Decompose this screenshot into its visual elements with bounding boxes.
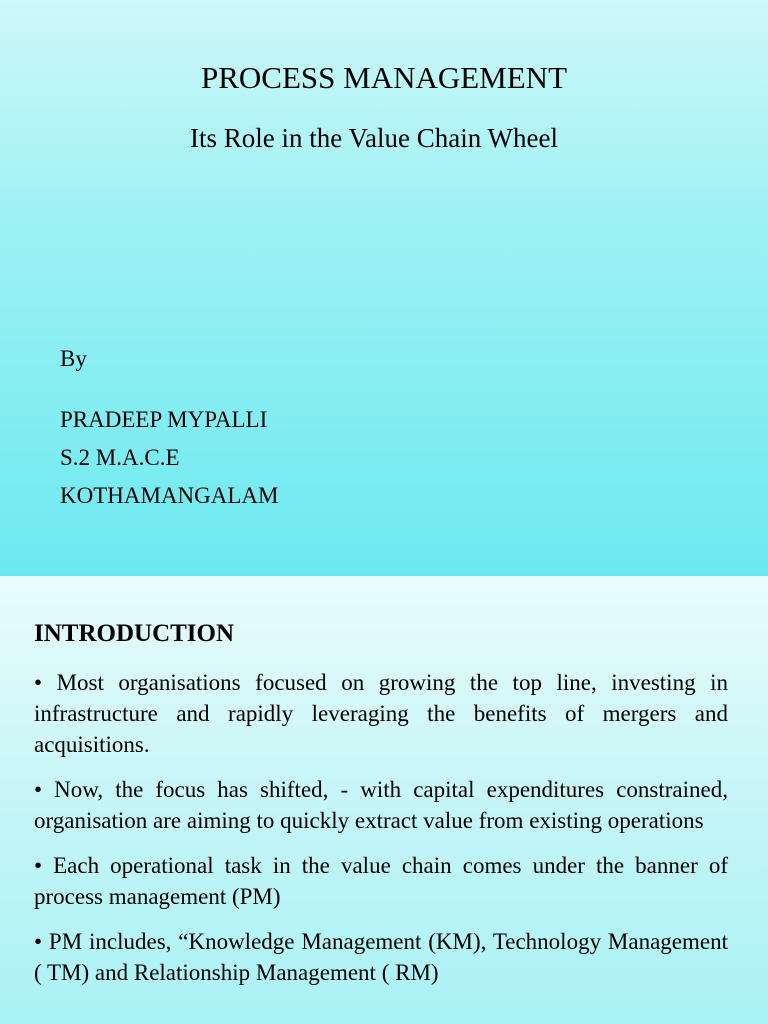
bullet-item: • Each operational task in the value chain comes under the banner of process management (PM) bbox=[34, 853, 728, 909]
author-name: PRADEEP MYPALLI bbox=[60, 407, 268, 432]
author-block bbox=[60, 401, 279, 515]
by-label: By bbox=[60, 346, 87, 371]
slide-subtitle: Its Role in the Value Chain Wheel bbox=[190, 123, 558, 153]
introduction-slide bbox=[0, 576, 768, 1024]
author-class: S.2 M.A.C.E bbox=[60, 445, 180, 470]
author-location: KOTHAMANGALAM bbox=[60, 483, 279, 508]
section-heading: INTRODUCTION bbox=[34, 620, 235, 647]
bullet-item: • PM includes, “Knowledge Management (KM), Technology Management ( TM) and Relationship Management ( RM) bbox=[34, 929, 728, 985]
bullet-list bbox=[34, 667, 728, 1002]
slide-title: PROCESS MANAGEMENT bbox=[200, 60, 568, 95]
bullet-item: • Now, the focus has shifted, - with capital expenditures constrained, organisation are aiming to quickly extract value from existing operations bbox=[34, 777, 728, 833]
bullet-item: • Most organisations focused on growing the top line, investing in infrastructure and rapidly leveraging the benefits of mergers and acquisitions. bbox=[34, 670, 728, 757]
